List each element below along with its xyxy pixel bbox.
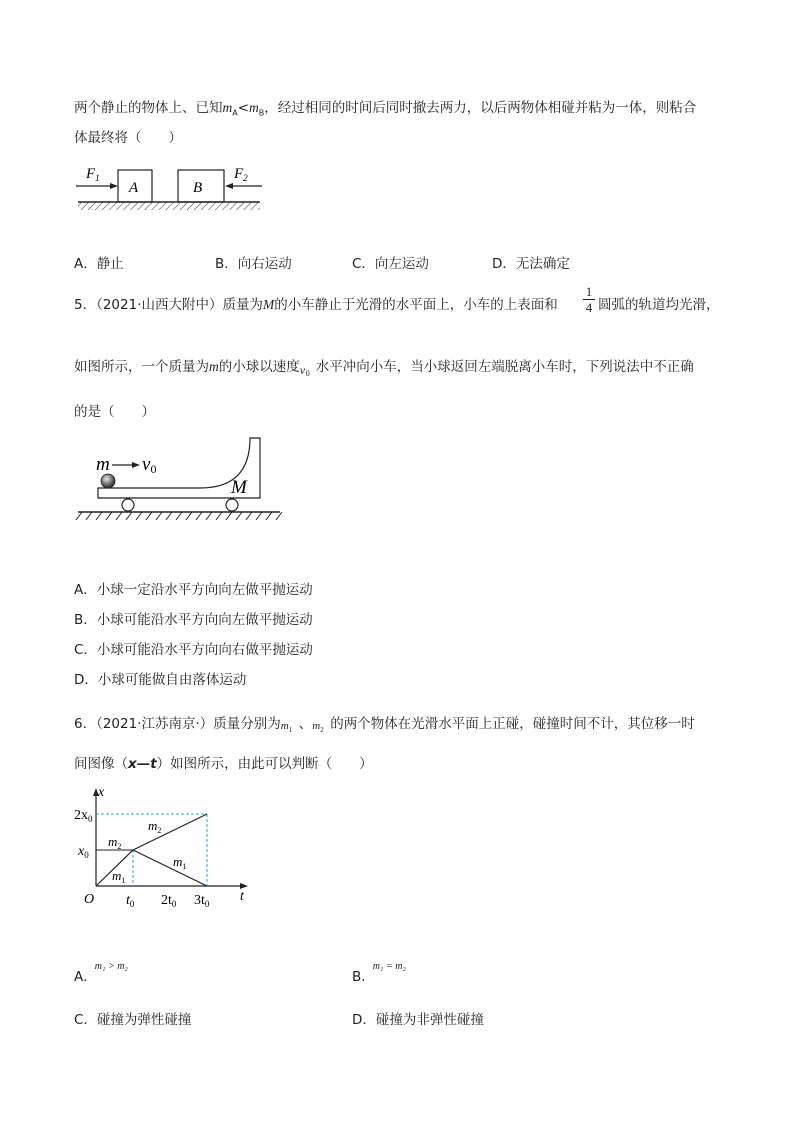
q4-mA-sub: A — [232, 108, 238, 118]
q4-force1-head — [110, 183, 118, 189]
q5-source: （2021·山西大附中） — [96, 297, 223, 313]
q4-stem-text-a: 两个静止的物体上、已知 — [74, 100, 223, 116]
q5-number: 5． — [74, 297, 97, 313]
q6-option-b-formula: m₁ = m₂ — [372, 961, 406, 972]
q6-text-b: 的两个物体在光滑水平面上正碰，碰撞时间不计，其位移一时 — [330, 716, 695, 732]
q6-stem-line1 — [74, 714, 695, 734]
q6-label-m1-before: $m_1$ — [112, 868, 126, 885]
q5-text-a: 质量为 — [222, 297, 263, 313]
q4-label-f2: $F_2$ — [234, 166, 248, 183]
q6-stem-line2 — [74, 754, 373, 774]
q6-option-b[interactable] — [352, 961, 408, 989]
q5-option-d[interactable]: D．小球可能做自由落体运动 — [74, 672, 247, 688]
q6-separator: 、 — [298, 716, 313, 732]
q6-label-m2-after: $m_2$ — [148, 818, 162, 835]
q6-m2-sub: 2 — [320, 726, 324, 734]
q5-label-m: m — [96, 454, 110, 475]
q4-mA: m — [222, 100, 233, 115]
q5-figure — [74, 436, 284, 524]
q6-m1-sub: 1 — [288, 726, 293, 734]
q5-stem-line2 — [74, 357, 694, 377]
q6-option-d[interactable]: D．碰撞为非弹性碰撞 — [352, 1012, 484, 1028]
q4-figure — [74, 160, 264, 215]
q4-mB-sub: B — [258, 108, 265, 118]
q5-stem-line1 — [74, 295, 558, 315]
q6-m1-after — [133, 850, 207, 886]
q6-tick-t0: $t_0$ — [126, 893, 135, 909]
q5-M: M — [263, 297, 275, 312]
q6-graph — [68, 782, 258, 912]
q6-tick-2t0: $2t_0$ — [161, 893, 177, 909]
q6-m2-after — [133, 814, 207, 850]
q6-tick-2x0: $2x_0$ — [74, 808, 93, 824]
q5-text-2c: 水平冲向小车，当小球返回左端脱离小车时，下列说法中不正确 — [315, 359, 694, 375]
q6-text-2a: 间图像（ — [74, 756, 128, 772]
q6-m2-letter: m — [312, 720, 321, 732]
q5-m: m — [209, 359, 219, 374]
q4-lt: < — [237, 100, 250, 116]
q4-force2-head — [225, 183, 233, 189]
q5-v: v — [299, 363, 306, 377]
q4-ground-hatch — [78, 202, 260, 210]
q5-text-2a: 如图所示，一个质量为 — [74, 359, 209, 375]
q6-option-b-prefix: B． — [352, 969, 375, 985]
q5-option-b[interactable]: B．小球可能沿水平方向向左做平抛运动 — [74, 612, 313, 628]
q6-text-a: 质量分别为 — [213, 716, 281, 732]
q4-option-c[interactable]: C．向左运动 — [352, 256, 429, 272]
q4-option-a[interactable]: A．静止 — [74, 256, 124, 272]
q4-label-a: A — [129, 180, 139, 196]
q5-fraction-num: 1 — [585, 284, 593, 299]
q6-source: （2021·江苏南京·） — [96, 716, 214, 732]
q5-wheel-left — [122, 499, 134, 511]
q6-option-a-prefix: A． — [74, 969, 97, 985]
q6-m1-letter: m — [280, 720, 289, 732]
q5-v-sub: 0 — [305, 369, 310, 378]
q4-stem-text-b: ，经过相同的时间后同时撤去两力，以后两物体相碰并粘为一体，则粘合 — [264, 100, 697, 116]
q6-tick-3t0: $3t_0$ — [194, 893, 210, 909]
q5-fraction — [583, 284, 595, 315]
q6-option-c[interactable]: C．碰撞为弹性碰撞 — [74, 1012, 192, 1028]
q5-text-2b: 的小球以速度 — [218, 359, 300, 375]
q5-text-b: 的小车静止于光滑的水平面上，小车的上表面和 — [274, 297, 558, 313]
q6-option-a[interactable] — [74, 961, 130, 989]
q6-number: 6． — [74, 716, 97, 732]
q4-stem-line2: 体最终将（ ） — [74, 130, 182, 146]
q4-label-b: B — [193, 180, 203, 196]
q5-label-v0: v0 — [142, 454, 157, 476]
q5-velocity-head — [132, 462, 140, 468]
q5-stem-line3: 的是（ ） — [74, 404, 155, 420]
q6-label-m2-before: $m_2$ — [108, 834, 122, 851]
q6-xt: x—t — [128, 756, 157, 772]
q5-wheel-right — [226, 499, 238, 511]
q4-option-b[interactable]: B．向右运动 — [215, 256, 292, 272]
q6-origin: O — [84, 892, 95, 907]
q4-mB: m — [249, 100, 259, 115]
q6-label-m1-after: $m_1$ — [173, 854, 187, 871]
q5-option-a[interactable]: A．小球一定沿水平方向向左做平抛运动 — [74, 582, 313, 598]
q6-x-axis-label: x — [98, 785, 105, 800]
q5-ball — [101, 474, 115, 488]
q5-label-M: M — [231, 477, 247, 498]
q6-option-a-formula: m₁ > m₂ — [94, 961, 128, 972]
q5-fraction-den: 4 — [583, 299, 595, 315]
q6-t-axis-label: t — [240, 889, 244, 904]
q5-stem-line1-c: 圆弧的轨道均光滑， — [598, 297, 720, 313]
q4-option-d[interactable]: D．无法确定 — [492, 256, 570, 272]
q6-text-2b: ）如图所示，由此可以判断（ ） — [156, 756, 373, 772]
q5-option-c[interactable]: C．小球可能沿水平方向向右做平抛运动 — [74, 642, 313, 658]
q4-stem-line1 — [74, 98, 696, 124]
q5-ground-hatch — [76, 512, 282, 520]
q6-tick-x0: $x_0$ — [78, 844, 89, 860]
q4-label-f1: $F_1$ — [86, 166, 100, 183]
